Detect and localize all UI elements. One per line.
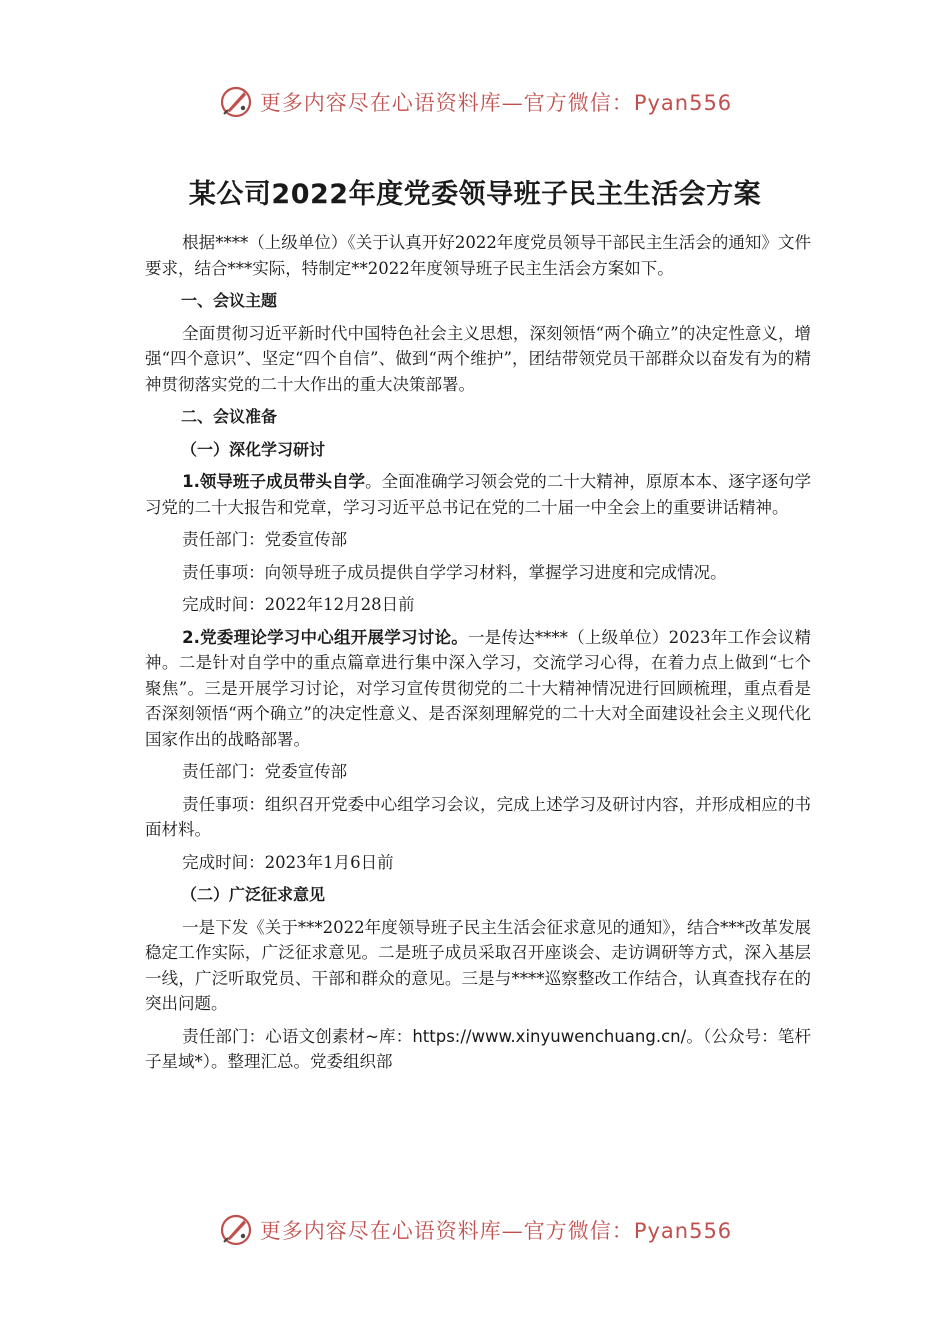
sub2-dept (145, 1024, 811, 1075)
watermark-text (260, 1215, 732, 1245)
sub2-body: 一是下发《关于***2022年度领导班子民主生活会征求意见的通知》，结合***改革发展稳定工作实际，广泛征求意见。二是班子成员采取召开座谈会、走访调研等方式，深入基层一线，广泛听取党员、干部和群众的意见。三是与****巡察整改工作结合，认真查找存在的突出问题。 (145, 917, 811, 1013)
document-title: 某公司2022年度党委领导班子民主生活会方案 (188, 179, 762, 210)
item1-lead: 1.领导班子成员带头自学 (182, 472, 366, 491)
sub2-dept-suffix: 。（公众号：笔杆子星域*）。整理汇总。党委组织部 (145, 1026, 812, 1071)
item2-deadline: 完成时间：2023年1月6日前 (182, 852, 394, 872)
sub1-heading: （一）深化学习研讨 (181, 439, 326, 459)
watermark-label: 更多内容尽在心语资料库—官方微信： (259, 1219, 634, 1243)
wechat-id: Pyan556 (633, 1219, 733, 1243)
item2-lead: 2.党委理论学习中心组开展学习讨论。 (182, 627, 468, 647)
watermark-text (260, 87, 732, 117)
document-body (145, 230, 811, 1082)
item2-body: 一是传达****（上级单位）2023年工作会议精神。二是针对自学中的重点篇章进行集中深入学习，交流学习心得，在着力点上做到“七个聚焦”。三是开展学习讨论，对学习宣传贯彻党的二十大精神情况进行回顾梳理，重点看是否深刻领悟“两个确立”的决定性意义、是否深刻理解党的二十大对全面建设社会主义现代化国家作出的战略部署。 (145, 627, 811, 749)
wechat-id: Pyan556 (633, 91, 733, 115)
quill-logo-icon (218, 84, 254, 120)
item1-task: 责任事项：向领导班子成员提供自学学习材料，掌握学习进度和完成情况。 (182, 562, 727, 582)
section1-body: 全面贯彻习近平新时代中国特色社会主义思想，深刻领悟“两个确立”的决定性意义，增强“四个意识”、坚定“四个自信”、做到“两个维护”，团结带领党员干部群众以奋发有为的精神贯彻落实党的二十大作出的重大决策部署。 (145, 323, 811, 394)
item2-dept: 责任部门：党委宣传部 (182, 762, 348, 781)
intro-paragraph: 根据****（上级单位）《关于认真开好2022年度党员领导干部民主生活会的通知》文件要求，结合***实际，特制定**2022年度领导班子民主生活会方案如下。 (145, 233, 811, 278)
item1-deadline: 完成时间：2022年12月28日前 (182, 595, 415, 614)
section2-heading: 二、会议准备 (181, 407, 278, 426)
sub2-dept-link[interactable]: 心语文创素材~库：https://www.xinyuwenchuang.cn/ (265, 1026, 687, 1046)
item2-paragraph (145, 625, 811, 753)
top-watermark-banner (0, 80, 950, 124)
sub2-dept-prefix: 责任部门： (182, 1026, 266, 1046)
item1-paragraph (145, 469, 811, 520)
section1-heading: 一、会议主题 (181, 291, 278, 310)
item1-body: 。全面准确学习领会党的二十大精神，原原本本、逐字逐句学习党的二十大报告和党章，学习习近平总书记在党的二十届一中全会上的重要讲话精神。 (145, 472, 812, 517)
watermark-label: 更多内容尽在心语资料库—官方微信： (259, 91, 634, 115)
quill-logo-icon (218, 1212, 254, 1248)
item1-dept: 责任部门：党委宣传部 (182, 530, 348, 549)
item2-task: 责任事项：组织召开党委中心组学习会议，完成上述学习及研讨内容，并形成相应的书面材料。 (145, 794, 811, 839)
bottom-watermark-banner (0, 1208, 950, 1252)
sub2-heading: （二）广泛征求意见 (181, 885, 326, 904)
